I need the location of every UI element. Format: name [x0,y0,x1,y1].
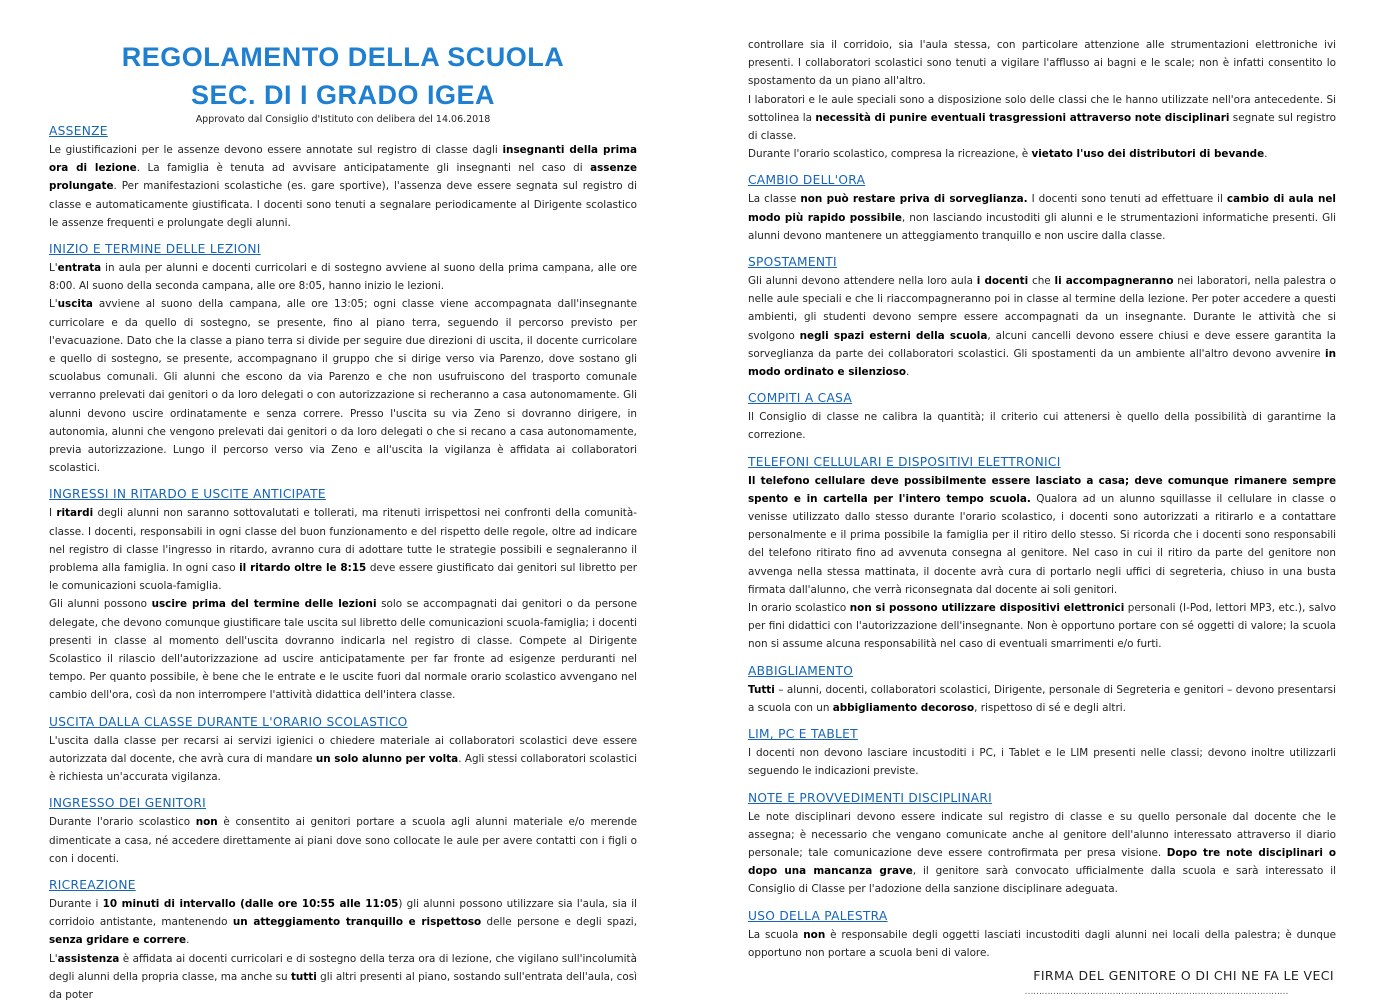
section-paragraph: Il telefono cellulare deve possibilmente essere lasciato a casa; deve comunque rimanere sempre spento e in cartella per l'intero tempo scuola. Qualora ad un alunno squillasse il cellulare in classe o venisse utilizzato dallo stesso durante l'orario scolastico, i docenti sono autorizzati a ritirarlo e a contattare personalmente e il prima possibile la famiglia per il ritiro dello stesso. Si ricorda che i docenti sono responsabili del telefono ritirato fino ad avvenuta consegna al genitore. Nel caso in cui il ritiro da parte del genitore non avvenga nella stessa mattinata, il docente avrà cura di portarlo negli uffici di segreteria, chiuso in una busta firmata dall'alunno, che verrà riconsegnata dal docente ai soli genitori. [748,474,1336,596]
section-heading: TELEFONI CELLULARI E DISPOSITIVI ELETTRONICI [748,454,1061,469]
section-heading: USO DELLA PALESTRA [748,908,888,923]
section-paragraph: Durante l'orario scolastico non è consentito ai genitori portare a scuola agli alunni materiale e/o merende dimenticate a casa, né accedere direttamente ai piani dove sono collocate le aule per avere contatti con i figli o con i docenti. [49,816,637,865]
section-uscita-classe [49,711,637,787]
emphasis-text: negli spazi esterni della scuola [799,329,988,342]
section-paragraph: I laboratori e le aule speciali sono a disposizione solo delle classi che le hanno utilizzate nell'ora antecedente. Si sottolinea la necessità di punire eventuali trasgressioni attraverso note disciplinari segnate sul registro di classe. [748,93,1336,143]
emphasis-text: li accompagneranno [1054,275,1174,288]
signature-line[interactable]: ………………………………………………………………………………… [1024,986,1288,997]
left-sections [49,120,637,1004]
section-spostamenti [748,251,1336,381]
emphasis-text: non [195,816,218,829]
emphasis-text: uscire prima del termine delle lezioni [151,598,377,611]
emphasis-text: 10 minuti di intervallo (dalle ore 10:55 alle 11:05 [102,897,399,910]
emphasis-text: i docenti [976,275,1029,288]
section-paragraph: Gli alunni possono uscire prima del termine delle lezioni solo se accompagnati dai genitori o da persone delegate, che devono comunque giustificare tale uscita sul libretto delle comunicazioni scuola-famiglia; i docenti presenti in classe al momento dell'uscita dovranno indicarla nel registro di classe. Compete al Dirigente Scolastico il rilascio dell'autorizzazione ad uscire anticipatamente per far fronte ad esigenze perduranti nel tempo. Per quanto possibile, è bene che le entrate e le uscite fuori dal normale orario scolastico avvengano nel cambio dell'ora, così da non interrompere l'attività didattica dell'intera classe. [49,598,638,702]
emphasis-text: senza gridare e correre [49,934,187,947]
emphasis-text: vietato l'uso dei distributori di bevande [1031,148,1265,161]
emphasis-text: abbigliamento decoroso [832,701,975,714]
emphasis-text: non si possono utilizzare dispositivi elettronici [849,602,1125,615]
section-paragraph: La scuola non è responsabile degli oggetti lasciati incustoditi dagli alunni nei locali della palestra; è dunque opportuno non portare a scuola beni di valore. [748,928,1336,959]
emphasis-text: uscita [57,298,93,311]
section-paragraph: Durante l'orario scolastico, compresa la ricreazione, è vietato l'uso dei distributori di bevande. [748,148,1268,161]
section-inizio-termine [49,238,637,477]
section-telefoni [748,451,1336,654]
emphasis-text: assenze prolungate [49,162,638,193]
section-cambio-ora [748,169,1336,245]
section-ingressi-ritardo [49,483,637,704]
section-heading: ASSENZE [49,124,108,138]
emphasis-text: assistenza [57,952,120,965]
section-ingresso-genitori [49,792,637,868]
section-paragraph: L'assistenza è affidata ai docenti curricolari e di sostegno della terza ora di lezione, che vigilano sull'incolumità degli alunni della propria classe, ma anche su tutti gli altri presenti al piano, sostando sull'entrata dell'aula, così da poter [49,952,637,1001]
section-lim-pc-tablet [748,723,1336,780]
section-heading: ABBIGLIAMENTO [748,663,854,678]
section-paragraph: Le giustificazioni per le assenze devono essere annotate sul registro di classe dagli insegnanti della prima ora di lezione. La famiglia è tenuta ad avvisare anticipatamente gli insegnanti nel caso di assenze prolungate. Per manifestazioni scolastiche (es. gare sportive), l'assenza deve essere segnata sul registro di classe e automaticamente giustificata. I docenti sono tenuti a segnalare periodicamente al Dirigente scolastico le assenze frequenti e prolungate degli alunni. [49,144,638,229]
section-paragraph: Gli alunni devono attendere nella loro aula i docenti che li accompagneranno nei laboratori, nella palestra o nelle aule speciali e che li riaccompagneranno poi in classe al termine della lezione. Per poter accedere a questi ambienti, gli studenti devono sempre essere accompagnati da un insegnante. Durante le attività che si svolgono negli spazi esterni della scuola, alcuni cancelli devono essere chiusi e deve essere garantita la sorveglianza da parte dei collaboratori scolastici. Gli spostamenti da un ambiente all'altro devono avvenire in modo ordinato e silenzioso. [748,275,1337,379]
section-paragraph: Il Consiglio di classe ne calibra la quantità; il criterio cui attenersi è quello della possibilità di garantirne la correzione. [748,411,1336,442]
section-heading: USCITA DALLA CLASSE DURANTE L'ORARIO SCOLASTICO [49,714,408,729]
section-paragraph-continued: controllare sia il corridoio, sia l'aula stessa, con particolare attenzione alle strumentazioni elettroniche ivi presenti. I collaboratori scolastici sono tenuti a vigilare l'afflusso ai bagni e le scale; non è infatti consentito lo spostamento da un piano all'altro. [748,39,1336,88]
emphasis-text: necessità di punire eventuali trasgressioni attraverso note disciplinari [815,111,1230,124]
section-paragraph: Tutti – alunni, docenti, collaboratori scolastici, Dirigente, personale di Segreteria e genitori – devono presentarsi a scuola con un abbigliamento decoroso, rispettoso di sé e degli altri. [748,683,1336,714]
title-block [49,38,637,126]
emphasis-text: Dopo tre note disciplinari o dopo una mancanza grave [748,846,1336,878]
section-abbigliamento [748,660,1336,717]
section-paragraph: I ritardi degli alunni non saranno sottovalutati e tollerati, ma ritenuti irrispettosi nei confronti della comunità-classe. I docenti, responsabili in ogni classe del buon funzionamento e del rispetto delle regole, oltre ad indicare nel registro di classe l'ingresso in ritardo, avranno cura di adottare tutte le strategie possibili e segnaleranno il problema alla famiglia. In ogni caso il ritardo oltre le 8:15 deve essere giustificato dai genitori sul libretto per le comunicazioni scuola-famiglia. [49,507,637,593]
section-heading: INIZIO E TERMINE DELLE LEZIONI [49,242,261,257]
section-note-disciplinari [748,787,1336,899]
document-title-line1: REGOLAMENTO DELLA SCUOLA [121,42,565,72]
section-ricreazione [49,874,637,1004]
section-heading: INGRESSI IN RITARDO E USCITE ANTICIPATE [49,487,326,502]
section-heading: CAMBIO DELL'ORA [748,173,866,188]
section-paragraph: Le note disciplinari devono essere indicate sul registro di classe e su quello personale dal docente che le assegna; è necessario che vengano comunicate anche al genitore dell'alunno interessato attraverso il diario personale; tale comunicazione deve essere controfirmata per presa visione. Dopo tre note disciplinari o dopo una mancanza grave, il genitore sarà convocato ufficialmente dalla scuola e sarà interessato il Consiglio di Classe per l'adozione della sanzione disciplinare adeguata. [748,810,1336,896]
emphasis-text: ritardi [56,507,94,520]
section-heading: INGRESSO DEI GENITORI [49,796,207,811]
section-assenze [49,120,637,232]
emphasis-text: non [803,928,826,941]
section-heading: NOTE E PROVVEDIMENTI DISCIPLINARI [748,790,993,805]
emphasis-text: in modo ordinato e silenzioso [748,347,1336,379]
section-paragraph: L'entrata in aula per alunni e docenti curricolari e di sostegno avviene al suono della prima campana, alle ore 8:00. Al suono della seconda campana, alle ore 8:05, hanno inizio le lezioni. [49,262,637,293]
emphasis-text: un atteggiamento tranquillo e rispettoso [232,916,482,929]
section-heading: LIM, PC E TABLET [748,727,858,742]
emphasis-text: il ritardo oltre le 8:15 [239,562,367,575]
approval-note: Approvato dal Consiglio d'Istituto con delibera del 14.06.2018 [195,114,491,125]
section-heading: SPOSTAMENTI [748,255,837,270]
section-heading: RICREAZIONE [49,877,136,892]
section-paragraph: I docenti non devono lasciare incustoditi i PC, i Tablet e le LIM presenti nelle classi; devono inoltre utilizzarli seguendo le indicazioni previste. [748,747,1336,778]
emphasis-text: non può restare priva di sorveglianza. [800,193,1028,206]
emphasis-text: un solo alunno per volta [315,752,459,765]
section-paragraph: Durante i 10 minuti di intervallo (dalle ore 10:55 alle 11:05) gli alunni possono utilizzare sia l'aula, sia il corridoio antistante, mantenendo un atteggiamento tranquillo e rispettoso delle persone e degli spazi, senza gridare e correre. [49,897,637,947]
right-column [748,36,1336,997]
section-palestra [748,905,1336,962]
section-paragraph: L'uscita avviene al suono della campana, alle ore 13:05; ogni classe viene accompagnata dall'insegnante curricolare e da quello di sostegno, se presente, fino al piano terra, seguendo il percorso previsto per l'evacuazione. Dato che la classe a piano terra si divide per seguire due direzioni di uscita, il docente curricolare e quello di sostegno, se presente, accompagnano il gruppo che si dirige verso via Parenzo, dove sostano gli scuolabus comunali. Gli alunni che escono da via Parenzo e che non usufruiscono del trasporto comunale verranno prelevati dai genitori o da loro delegati o con autorizzazione si recheranno a casa autonomamente. Gli alunni devono uscire ordinatamente e senza correre. Presso l'uscita su via Zeno si dovranno dirigere, in autonomia, alunni che vengono prelevati dai genitori o da loro delegati o che si recano a casa autonomamente, previa autorizzazione. Lungo il percorso verso via Zeno e all'uscita la vigilanza è affidata ai collaboratori scolastici. [49,298,637,475]
section-compiti [748,387,1336,444]
signature-label: FIRMA DEL GENITORE O DI CHI NE FA LE VECI [1033,967,1334,983]
emphasis-text: Tutti [748,683,775,696]
section-heading: COMPITI A CASA [748,391,853,406]
emphasis-text: insegnanti della prima ora di lezione [49,144,637,175]
section-paragraph: La classe non può restare priva di sorveglianza. I docenti sono tenuti ad effettuare il cambio di aula nel modo più rapido possibile, non lasciando incustoditi gli alunni e le strumentazioni informatiche presenti. Gli alunni devono mantenere un atteggiamento tranquillo e non uscire dalla classe. [748,193,1336,242]
section-paragraph: In orario scolastico non si possono utilizzare dispositivi elettronici personali (I-Pod, lettori MP3, etc.), salvo per fini didattici con l'autorizzazione dell'insegnante. Non è opportuno portare con sé oggetti di valore; la scuola non si assume alcuna responsabilità nel caso di eventuali smarrimenti e/o furti. [748,602,1336,651]
emphasis-text: Il telefono cellulare deve possibilmente essere lasciato a casa; deve comunque rimanere sempre spento e in cartella per l'intero tempo scuola. [748,474,1336,505]
emphasis-text: cambio di aula nel modo più rapido possibile [748,193,1336,224]
emphasis-text: tutti [290,970,317,983]
document-title-line2: SEC. DI I GRADO IGEA [190,80,496,110]
section-paragraph: L'uscita dalla classe per recarsi ai servizi igienici o chiedere materiale ai collaboratori scolastici deve essere autorizzata dal docente, che avrà cura di mandare un solo alunno per volta. Agli stessi collaboratori scolastici è richiesta un'accurata vigilanza. [49,734,637,784]
emphasis-text: entrata [57,262,102,275]
